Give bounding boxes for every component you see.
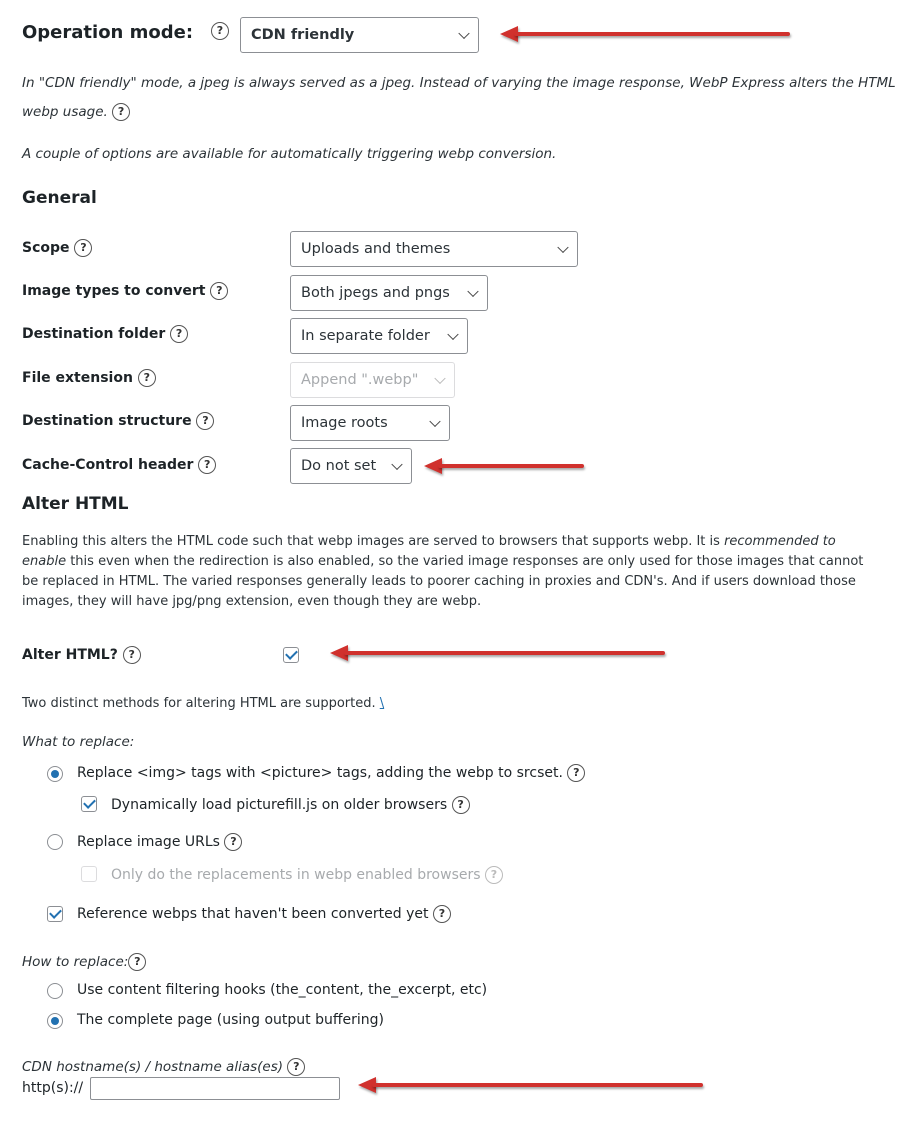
methods-link[interactable]: \	[379, 696, 385, 711]
cache-control-help-icon[interactable]: ?	[198, 456, 216, 474]
reference-webps-checkbox[interactable]	[47, 906, 63, 922]
chevron-down-icon	[467, 286, 478, 297]
destination-structure-label: Destination structure ?	[22, 412, 214, 430]
cdn-hostname-help-icon[interactable]: ?	[287, 1058, 305, 1076]
content-hooks-label: Use content filtering hooks (the_content, the_excerpt, etc)	[77, 982, 488, 998]
file-extension-help-icon[interactable]: ?	[138, 369, 156, 387]
image-types-help-icon[interactable]: ?	[210, 282, 228, 300]
only-webp-browsers-label: Only do the replacements in webp enabled browsers ?	[111, 866, 503, 884]
cdn-hostname-label: CDN hostname(s) / hostname alias(es) ?	[22, 1058, 305, 1076]
chevron-down-icon	[434, 373, 445, 384]
operation-mode-description-cont: webp usage. ?	[22, 103, 130, 121]
replace-picture-help-icon[interactable]: ?	[567, 764, 585, 782]
destination-folder-help-icon[interactable]: ?	[170, 325, 188, 343]
alter-html-description-2: enable this even when the redirection is also enabled, so the varied image responses are only used for those images that cannot	[22, 554, 864, 569]
webp-usage-help-icon[interactable]: ?	[112, 103, 130, 121]
destination-structure-select[interactable]: Image roots	[290, 405, 450, 441]
replace-urls-label: Replace image URLs ?	[77, 833, 242, 851]
destination-folder-select[interactable]: In separate folder	[290, 318, 468, 354]
operation-mode-help-icon[interactable]: ?	[211, 22, 229, 40]
chevron-down-icon	[391, 459, 402, 470]
chevron-down-icon	[447, 329, 458, 340]
scope-select[interactable]: Uploads and themes	[290, 231, 578, 267]
output-buffering-label: The complete page (using output buffering)	[77, 1012, 384, 1028]
replace-urls-radio[interactable]	[47, 834, 63, 850]
destination-folder-label: Destination folder ?	[22, 325, 188, 343]
operation-mode-value: CDN friendly	[251, 27, 355, 43]
replace-picture-radio[interactable]	[47, 766, 63, 782]
output-buffering-radio[interactable]	[47, 1013, 63, 1029]
replace-urls-help-icon[interactable]: ?	[224, 833, 242, 851]
cdn-hostname-input[interactable]	[90, 1077, 340, 1100]
how-to-replace-help-icon[interactable]: ?	[128, 953, 146, 971]
scope-help-icon[interactable]: ?	[74, 239, 92, 257]
only-webp-browsers-checkbox	[81, 866, 97, 882]
destination-structure-help-icon[interactable]: ?	[196, 412, 214, 430]
methods-note: Two distinct methods for altering HTML are supported. \	[22, 696, 385, 711]
content-hooks-radio[interactable]	[47, 983, 63, 999]
image-types-label: Image types to convert ?	[22, 282, 228, 300]
replace-picture-label: Replace <img> tags with <picture> tags, adding the webp to srcset. ?	[77, 764, 585, 782]
alter-html-help-icon[interactable]: ?	[123, 646, 141, 664]
only-webp-help-icon: ?	[485, 866, 503, 884]
picturefill-checkbox[interactable]	[81, 796, 97, 812]
file-extension-select: Append ".webp"	[290, 362, 455, 398]
options-note: A couple of options are available for automatically triggering webp conversion.	[22, 146, 557, 162]
operation-mode-label: Operation mode:	[22, 22, 194, 43]
reference-webps-label: Reference webps that haven't been converted yet ?	[77, 905, 451, 923]
file-extension-label: File extension ?	[22, 369, 156, 387]
alter-html-toggle-label: Alter HTML? ?	[22, 646, 141, 664]
alter-html-heading: Alter HTML	[22, 494, 129, 514]
picturefill-label: Dynamically load picturefill.js on older browsers ?	[111, 796, 470, 814]
image-types-select[interactable]: Both jpegs and pngs	[290, 275, 488, 311]
alter-html-checkbox[interactable]	[283, 647, 299, 663]
cdn-prefix: http(s)://	[22, 1080, 84, 1096]
how-to-replace-label: How to replace: ?	[22, 953, 146, 971]
operation-mode-select[interactable]	[240, 17, 479, 53]
general-heading: General	[22, 188, 97, 208]
chevron-down-icon	[429, 416, 440, 427]
cache-control-select[interactable]: Do not set	[290, 448, 412, 484]
alter-html-description-3: be replaced in HTML. The varied responses generally leads to poorer caching in proxies and CDN's. And if users download those	[22, 574, 856, 589]
scope-label: Scope ?	[22, 239, 92, 257]
chevron-down-icon	[458, 28, 469, 39]
reference-webps-help-icon[interactable]: ?	[433, 905, 451, 923]
what-to-replace-label: What to replace:	[22, 734, 135, 750]
chevron-down-icon	[557, 242, 568, 253]
picturefill-help-icon[interactable]: ?	[452, 796, 470, 814]
cache-control-label: Cache-Control header ?	[22, 456, 216, 474]
operation-mode-description: In "CDN friendly" mode, a jpeg is always served as a jpeg. Instead of varying the image response, WebP Express alters the HTML	[22, 75, 896, 91]
alter-html-description: Enabling this alters the HTML code such that webp images are served to browsers that supports webp. It is recommended to	[22, 534, 836, 549]
alter-html-description-4: images, they will have jpg/png extension, even though they are webp.	[22, 594, 482, 609]
